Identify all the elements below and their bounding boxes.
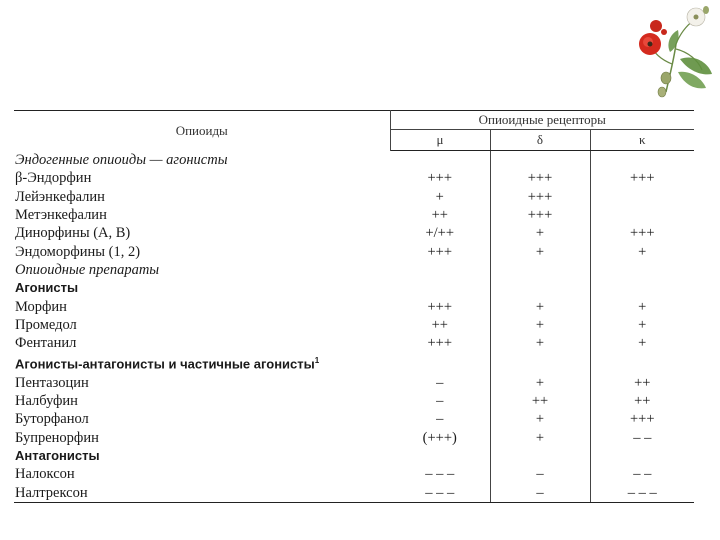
table-row [14, 334, 694, 352]
cell-mu: +++ [390, 297, 490, 315]
row-name-text: Налтрексон [15, 484, 88, 501]
cell-mu: +++ [390, 334, 490, 352]
row-name [14, 242, 390, 260]
cell-delta: ++ [490, 392, 590, 410]
column-header-delta: δ [490, 130, 590, 151]
cell-delta [490, 261, 590, 279]
table-row [14, 188, 694, 206]
table-section-row [14, 352, 694, 373]
cell-kappa: +++ [629, 411, 655, 428]
cell-delta: +++ [490, 188, 590, 206]
cell-mu [390, 279, 490, 297]
table-row [14, 316, 694, 334]
row-name [14, 279, 390, 297]
row-name [14, 151, 390, 170]
cell-mu [390, 261, 490, 279]
row-name-text: Опиоидные препараты [15, 261, 160, 278]
row-name [14, 465, 390, 483]
row-name-text: β-Эндорфин [15, 170, 92, 187]
cell-delta [490, 151, 590, 170]
row-name [14, 428, 390, 446]
row-name-text: Динорфины (А, В) [15, 225, 131, 242]
row-name [14, 334, 390, 352]
row-name-text: Буторфанол [15, 411, 89, 428]
cell-kappa: + [638, 335, 647, 352]
cell-kappa: ++ [634, 374, 651, 391]
table-row [14, 428, 694, 446]
table-row [14, 206, 694, 224]
row-name [14, 447, 390, 465]
cell-kappa: +++ [629, 170, 655, 187]
cell-delta: – [490, 483, 590, 502]
cell-kappa [590, 352, 694, 373]
cell-kappa [590, 188, 694, 206]
row-name [14, 374, 390, 392]
cell-mu: + [390, 188, 490, 206]
column-header-opioids: Опиоиды [14, 111, 390, 151]
table-row [14, 374, 694, 392]
cell-kappa [590, 447, 694, 465]
table-row [14, 297, 694, 315]
row-name [14, 392, 390, 410]
cell-kappa: + [638, 316, 647, 333]
cell-kappa: – – [633, 466, 652, 483]
cell-mu: – [390, 392, 490, 410]
table-row [14, 242, 694, 260]
cell-mu: – – – [390, 465, 490, 483]
cell-kappa [590, 206, 694, 224]
cell-kappa [590, 151, 694, 170]
table-section-row [14, 151, 694, 170]
footnote-marker: 1 [314, 356, 320, 366]
row-name [14, 316, 390, 334]
opioid-receptor-table [14, 110, 694, 503]
column-header-kappa: κ [590, 130, 694, 151]
cell-delta: +++ [490, 206, 590, 224]
row-name [14, 261, 390, 279]
row-name [14, 224, 390, 242]
row-name-text: Эндогенные опиоиды — агонисты [15, 151, 228, 168]
cell-mu: ++ [390, 206, 490, 224]
poppy-plant-icon [636, 4, 718, 100]
row-name [14, 483, 390, 502]
cell-mu: – [390, 410, 490, 428]
row-name [14, 352, 390, 373]
cell-delta: + [490, 297, 590, 315]
cell-delta: + [490, 410, 590, 428]
row-name [14, 410, 390, 428]
cell-delta: + [490, 374, 590, 392]
row-name [14, 169, 390, 187]
cell-delta: + [490, 428, 590, 446]
cell-delta [490, 352, 590, 373]
cell-delta: + [490, 224, 590, 242]
row-name-text: Агонисты-антагонисты и частичные агонисты [15, 356, 315, 372]
table-row [14, 410, 694, 428]
cell-mu: – – – [390, 483, 490, 502]
cell-mu [390, 447, 490, 465]
row-name-text: Фентанил [15, 335, 77, 352]
table-row [14, 392, 694, 410]
row-name-text: Агонисты [15, 280, 79, 296]
cell-delta: + [490, 316, 590, 334]
cell-kappa: ++ [634, 393, 651, 410]
cell-kappa: + [638, 243, 647, 260]
table-row [14, 465, 694, 483]
cell-mu: ++ [390, 316, 490, 334]
cell-mu: (+++) [390, 428, 490, 446]
row-name-text: Налбуфин [15, 393, 78, 410]
cell-kappa: – – [633, 429, 652, 446]
table-row [14, 224, 694, 242]
cell-delta [490, 279, 590, 297]
table-section-row [14, 447, 694, 465]
row-name-text: Бупренорфин [15, 429, 99, 446]
row-name [14, 297, 390, 315]
table-row [14, 483, 694, 502]
cell-delta: + [490, 334, 590, 352]
row-name [14, 206, 390, 224]
cell-delta [490, 447, 590, 465]
cell-mu: – [390, 374, 490, 392]
table-section-row [14, 261, 694, 279]
cell-kappa: – – – [590, 483, 694, 502]
cell-mu: +++ [390, 169, 490, 187]
cell-delta: +++ [490, 169, 590, 187]
row-name-text: Промедол [15, 316, 77, 333]
cell-kappa [590, 261, 694, 279]
cell-mu: +++ [390, 242, 490, 260]
row-name-text: Налоксон [15, 466, 75, 483]
cell-mu [390, 352, 490, 373]
cell-kappa: +++ [629, 225, 655, 242]
row-name-text: Пентазоцин [15, 374, 89, 391]
cell-kappa [590, 279, 694, 297]
row-name-text: Метэнкефалин [15, 207, 107, 224]
column-header-opioid-receptors: Опиоидные рецепторы [390, 111, 694, 130]
row-name-text: Морфин [15, 298, 67, 315]
row-name-text: Лейэнкефалин [15, 188, 105, 205]
column-header-mu: μ [390, 130, 490, 151]
row-name-text: Антагонисты [15, 447, 100, 463]
table-section-row [14, 279, 694, 297]
cell-mu: +/++ [390, 224, 490, 242]
row-name-text: Эндоморфины (1, 2) [15, 243, 141, 260]
cell-delta: – [490, 465, 590, 483]
row-name [14, 188, 390, 206]
table-row [14, 169, 694, 187]
cell-delta: + [490, 242, 590, 260]
cell-kappa: + [638, 298, 647, 315]
cell-mu [390, 151, 490, 170]
